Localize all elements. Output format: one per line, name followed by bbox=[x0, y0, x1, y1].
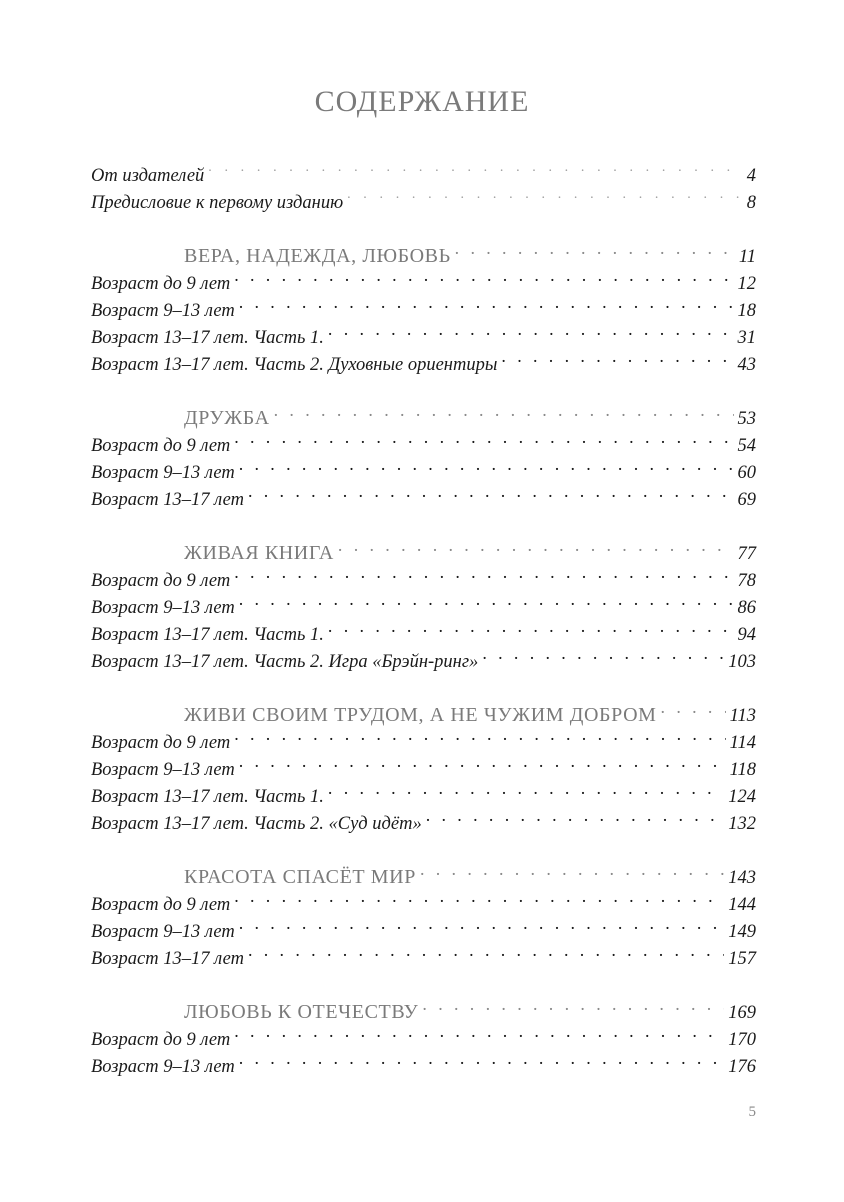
dot-leader bbox=[234, 721, 725, 748]
dot-leader bbox=[248, 937, 724, 964]
table-of-contents bbox=[91, 154, 756, 1077]
section-title: ЛЮБОВЬ К ОТЕЧЕСТВУ bbox=[184, 1001, 419, 1023]
section-title: КРАСОТА СПАСЁТ МИР bbox=[184, 866, 416, 888]
toc-entry-label: Возраст 9–13 лет bbox=[91, 301, 235, 321]
dot-leader bbox=[347, 181, 743, 208]
toc-section-heading[interactable] bbox=[91, 235, 756, 267]
toc-entry-label: Возраст до 9 лет bbox=[91, 274, 231, 294]
dot-leader bbox=[248, 478, 734, 505]
section-page: 143 bbox=[728, 868, 756, 888]
toc-entry-page: 118 bbox=[729, 760, 756, 780]
section-page: 53 bbox=[737, 409, 756, 429]
toc-entry-page: 114 bbox=[729, 733, 756, 753]
dot-leader bbox=[234, 883, 724, 910]
toc-entry-page: 103 bbox=[728, 652, 756, 672]
toc-entry-page: 18 bbox=[737, 301, 756, 321]
section-page: 77 bbox=[737, 544, 756, 564]
toc-entry-label: Возраст до 9 лет bbox=[91, 571, 231, 591]
toc-section-heading[interactable] bbox=[91, 532, 756, 564]
toc-entry-label: Возраст 9–13 лет bbox=[91, 463, 235, 483]
section-page: 113 bbox=[729, 706, 756, 726]
dot-leader bbox=[239, 451, 734, 478]
section-title: ВЕРА, НАДЕЖДА, ЛЮБОВЬ bbox=[184, 245, 451, 267]
toc-entry-label: Возраст до 9 лет bbox=[91, 895, 231, 915]
dot-leader bbox=[422, 991, 724, 1018]
toc-entry[interactable] bbox=[91, 154, 756, 186]
dot-leader bbox=[455, 235, 735, 262]
toc-entry-label: Возраст 9–13 лет bbox=[91, 922, 235, 942]
dot-leader bbox=[426, 802, 725, 829]
toc-section-heading[interactable] bbox=[91, 991, 756, 1023]
toc-entry-label: Возраст до 9 лет bbox=[91, 733, 231, 753]
toc-section-heading[interactable] bbox=[91, 856, 756, 888]
dot-leader bbox=[239, 1045, 725, 1072]
dot-leader bbox=[482, 640, 724, 667]
toc-entry-label: Возраст 13–17 лет. Часть 1. bbox=[91, 625, 324, 645]
toc-entry-page: 170 bbox=[728, 1030, 756, 1050]
toc-entry-label: Возраст до 9 лет bbox=[91, 436, 231, 456]
toc-entry-label: Возраст 13–17 лет. Часть 1. bbox=[91, 328, 324, 348]
toc-entry-label: Возраст 13–17 лет. Часть 2. Игра «Брэйн-ринг» bbox=[91, 652, 479, 672]
toc-section-heading[interactable] bbox=[91, 694, 756, 726]
toc-entry-page: 176 bbox=[728, 1057, 756, 1077]
toc-section-heading[interactable] bbox=[91, 397, 756, 429]
toc-entry-label: Возраст 9–13 лет bbox=[91, 1057, 235, 1077]
toc-entry-page: 12 bbox=[737, 274, 756, 294]
toc-entry-page: 60 bbox=[737, 463, 756, 483]
section-page: 11 bbox=[738, 247, 756, 267]
dot-leader bbox=[239, 748, 726, 775]
toc-entry-page: 157 bbox=[728, 949, 756, 969]
toc-entry-page: 149 bbox=[728, 922, 756, 942]
dot-leader bbox=[239, 910, 725, 937]
section-title: ДРУЖБА bbox=[184, 407, 270, 429]
dot-leader bbox=[239, 586, 734, 613]
dot-leader bbox=[234, 262, 733, 289]
toc-entry-label: От издателей bbox=[91, 166, 205, 186]
toc-entry-page: 86 bbox=[737, 598, 756, 618]
dot-leader bbox=[234, 424, 733, 451]
toc-entry-page: 4 bbox=[746, 166, 756, 186]
toc-entry-label: Возраст 13–17 лет. Часть 2. «Суд идёт» bbox=[91, 814, 422, 834]
toc-entry-label: Предисловие к первому изданию bbox=[91, 193, 344, 213]
dot-leader bbox=[501, 343, 733, 370]
page-title: СОДЕРЖАНИЕ bbox=[314, 85, 530, 118]
toc-entry-page: 54 bbox=[737, 436, 756, 456]
toc-entry-page: 8 bbox=[746, 193, 756, 213]
section-title: ЖИВАЯ КНИГА bbox=[184, 542, 334, 564]
dot-leader bbox=[661, 694, 726, 721]
toc-entry-page: 78 bbox=[737, 571, 756, 591]
dot-leader bbox=[239, 289, 734, 316]
toc-entry-label: Возраст до 9 лет bbox=[91, 1030, 231, 1050]
toc-entry-page: 94 bbox=[737, 625, 756, 645]
toc-entry-label: Возраст 13–17 лет bbox=[91, 949, 244, 969]
page-number: 5 bbox=[748, 1104, 756, 1120]
dot-leader bbox=[234, 1018, 724, 1045]
dot-leader bbox=[234, 559, 733, 586]
dot-leader bbox=[328, 613, 734, 640]
toc-entry-label: Возраст 9–13 лет bbox=[91, 598, 235, 618]
toc-entry-page: 124 bbox=[728, 787, 756, 807]
toc-entry-page: 43 bbox=[737, 355, 756, 375]
toc-entry-page: 132 bbox=[728, 814, 756, 834]
toc-entry-label: Возраст 13–17 лет. Часть 1. bbox=[91, 787, 324, 807]
section-title: ЖИВИ СВОИМ ТРУДОМ, А НЕ ЧУЖИМ ДОБРОМ bbox=[184, 704, 657, 726]
toc-entry-label: Возраст 13–17 лет bbox=[91, 490, 244, 510]
dot-leader bbox=[328, 775, 724, 802]
section-page: 169 bbox=[728, 1003, 756, 1023]
dot-leader bbox=[328, 316, 734, 343]
toc-entry-page: 31 bbox=[737, 328, 756, 348]
toc-entry-label: Возраст 9–13 лет bbox=[91, 760, 235, 780]
toc-entry-page: 69 bbox=[737, 490, 756, 510]
dot-leader bbox=[274, 397, 734, 424]
dot-leader bbox=[208, 154, 742, 181]
toc-entry-page: 144 bbox=[728, 895, 756, 915]
dot-leader bbox=[420, 856, 724, 883]
dot-leader bbox=[338, 532, 734, 559]
toc-entry-label: Возраст 13–17 лет. Часть 2. Духовные ориентиры bbox=[91, 355, 498, 375]
